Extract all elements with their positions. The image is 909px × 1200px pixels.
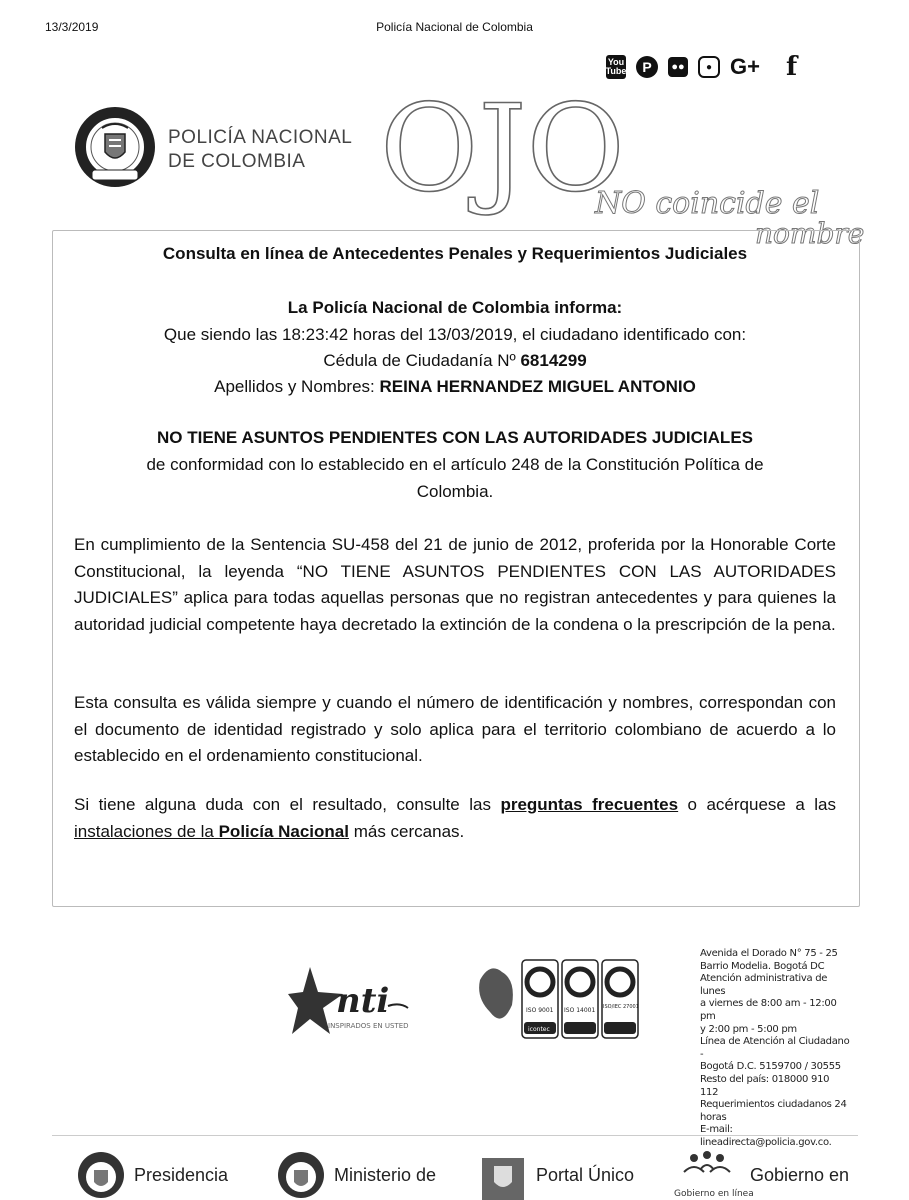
paragraph-dudas: [74, 792, 836, 845]
installations-link[interactable]: instalaciones de la Policía Nacional: [74, 821, 349, 841]
brand-line-2: DE COLOMBIA: [168, 151, 306, 172]
svg-text:ISO 14001: ISO 14001: [564, 1007, 596, 1014]
handwritten-big: OJO: [380, 80, 625, 219]
footer-divider: [52, 1135, 858, 1136]
certificate-status-line-2: Colombia.: [416, 482, 494, 501]
colombia-seal-icon: [276, 1150, 326, 1200]
contact-line: E-mail:: [700, 1124, 733, 1136]
flickr-icon[interactable]: ●●: [668, 57, 688, 77]
pinterest-icon[interactable]: P: [636, 56, 658, 78]
certificate-status: NO TIENE ASUNTOS PENDIENTES CON LAS AUTORIDADES JUDICIALES: [156, 428, 753, 447]
footer-link-ministerio[interactable]: [276, 1150, 436, 1200]
handwritten-line-2: nombre: [755, 217, 865, 250]
certificate-line-id: [52, 351, 858, 371]
footer-label: Gobierno en: [750, 1164, 850, 1185]
footer-label: Ministerio de: [334, 1164, 437, 1185]
para3-text-a: Si tiene alguna duda con el resultado, consulte las: [74, 795, 501, 814]
police-seal-icon: [72, 104, 158, 190]
anticorruption-logo: [288, 962, 418, 1044]
gobierno-en-linea-icon: [672, 1150, 754, 1200]
contact-email[interactable]: lineadirecta@policia.gov.co.: [700, 1136, 832, 1148]
contact-info: [700, 948, 850, 1150]
certificate-inform: La Policía Nacional de Colombia informa:: [287, 298, 623, 317]
svg-text:Gobierno en línea: Gobierno en línea: [674, 1189, 754, 1199]
svg-text:ISO/IEC 27001: ISO/IEC 27001: [603, 1004, 639, 1010]
portal-shield-icon: [478, 1150, 528, 1200]
paragraph-validez: Esta consulta es válida siempre y cuando el número de identificación y nombres, correspondan con el documento de identidad registrado y solo aplica para el territorio colombiano de acuerdo a lo establecido en el ordenamiento constitucional.: [74, 693, 836, 765]
contact-line: Bogotá D.C. 5159700 / 30555: [700, 1061, 841, 1073]
certificate-line-time: Que siendo las 18:23:42 horas del 13/03/2019, el ciudadano identificado con:: [163, 325, 747, 344]
para3-text-b: o acérquese a las: [678, 795, 836, 814]
name-value: REINA HERNANDEZ MIGUEL ANTONIO: [379, 377, 696, 396]
name-label: Apellidos y Nombres:: [214, 377, 380, 396]
svg-text:INSPIRADOS EN USTED: INSPIRADOS EN USTED: [328, 1022, 409, 1030]
social-links: [606, 52, 797, 82]
cert-iso27001-icon: [602, 960, 639, 1038]
google-plus-icon[interactable]: G+: [730, 54, 760, 79]
facebook-icon[interactable]: f: [785, 52, 798, 82]
paragraph-sentencia: En cumplimiento de la Sentencia SU-458 del 21 de junio de 2012, proferida por la Honorable Corte Constitucional, la leyenda “NO TIENE ASUNTOS PENDIENTES CON LAS AUTORIDADES JUDICIALES” aplica para todas aquellas personas que no registran antecedentes y para quienes la autoridad judicial competente haya decretado la extinción de la condena o la prescripción de la pena.: [74, 535, 836, 634]
cert-iso14001-icon: [562, 960, 598, 1038]
contact-line: Atención administrativa de lunes: [700, 973, 828, 997]
print-site-title: Policía Nacional de Colombia: [376, 20, 533, 34]
footer-label: Portal Único: [536, 1164, 635, 1185]
handwritten-line-1: NO coincide el: [595, 186, 820, 221]
contact-line: a viernes de 8:00 am - 12:00 pm: [700, 998, 837, 1022]
colombia-seal-icon: [76, 1150, 126, 1200]
svg-text:nti: nti: [336, 981, 390, 1021]
svg-text:icontec: icontec: [528, 1026, 550, 1033]
footer-link-presidencia[interactable]: [76, 1150, 228, 1200]
footer-link-portal-unico[interactable]: [478, 1150, 634, 1200]
svg-text:ISO 9001: ISO 9001: [526, 1007, 554, 1014]
instagram-icon[interactable]: ●: [698, 56, 720, 78]
contact-line: Requerimientos ciudadanos 24: [700, 1099, 847, 1111]
footer-label: Presidencia: [134, 1164, 229, 1185]
certification-logos: [472, 950, 652, 1050]
id-number: 6814299: [520, 351, 587, 370]
contact-line: Línea de Atención al Ciudadano -: [700, 1036, 850, 1060]
footer-link-gobierno-en-linea[interactable]: [672, 1150, 849, 1200]
brand-line-1: POLICÍA NACIONAL: [168, 127, 353, 148]
contact-line: Resto del país: 018000 910 112: [700, 1073, 830, 1098]
contact-line: y 2:00 pm - 5:00 pm: [700, 1023, 797, 1035]
contact-line: Barrio Modelia. Bogotá DC: [700, 960, 825, 972]
contact-line: Avenida el Dorado N° 75 - 25: [700, 948, 838, 959]
cert-iso9001-icon: [522, 960, 558, 1038]
id-label: Cédula de Ciudadanía Nº: [323, 351, 521, 370]
faq-link[interactable]: preguntas frecuentes: [500, 795, 679, 814]
handwritten-note: [370, 80, 890, 250]
certificate-line-name: [52, 377, 858, 397]
print-date: 13/3/2019: [45, 20, 99, 34]
contact-line: horas: [700, 1111, 727, 1123]
certificate-status-line-1: de conformidad con lo establecido en el artículo 248 de la Constitución Política de: [146, 455, 764, 474]
youtube-icon[interactable]: You Tube: [606, 55, 626, 79]
para3-text-c: más cercanas.: [348, 821, 465, 841]
certificate-title: Consulta en línea de Antecedentes Penales y Requerimientos Judiciales: [162, 244, 748, 263]
brand-name: [168, 126, 352, 174]
